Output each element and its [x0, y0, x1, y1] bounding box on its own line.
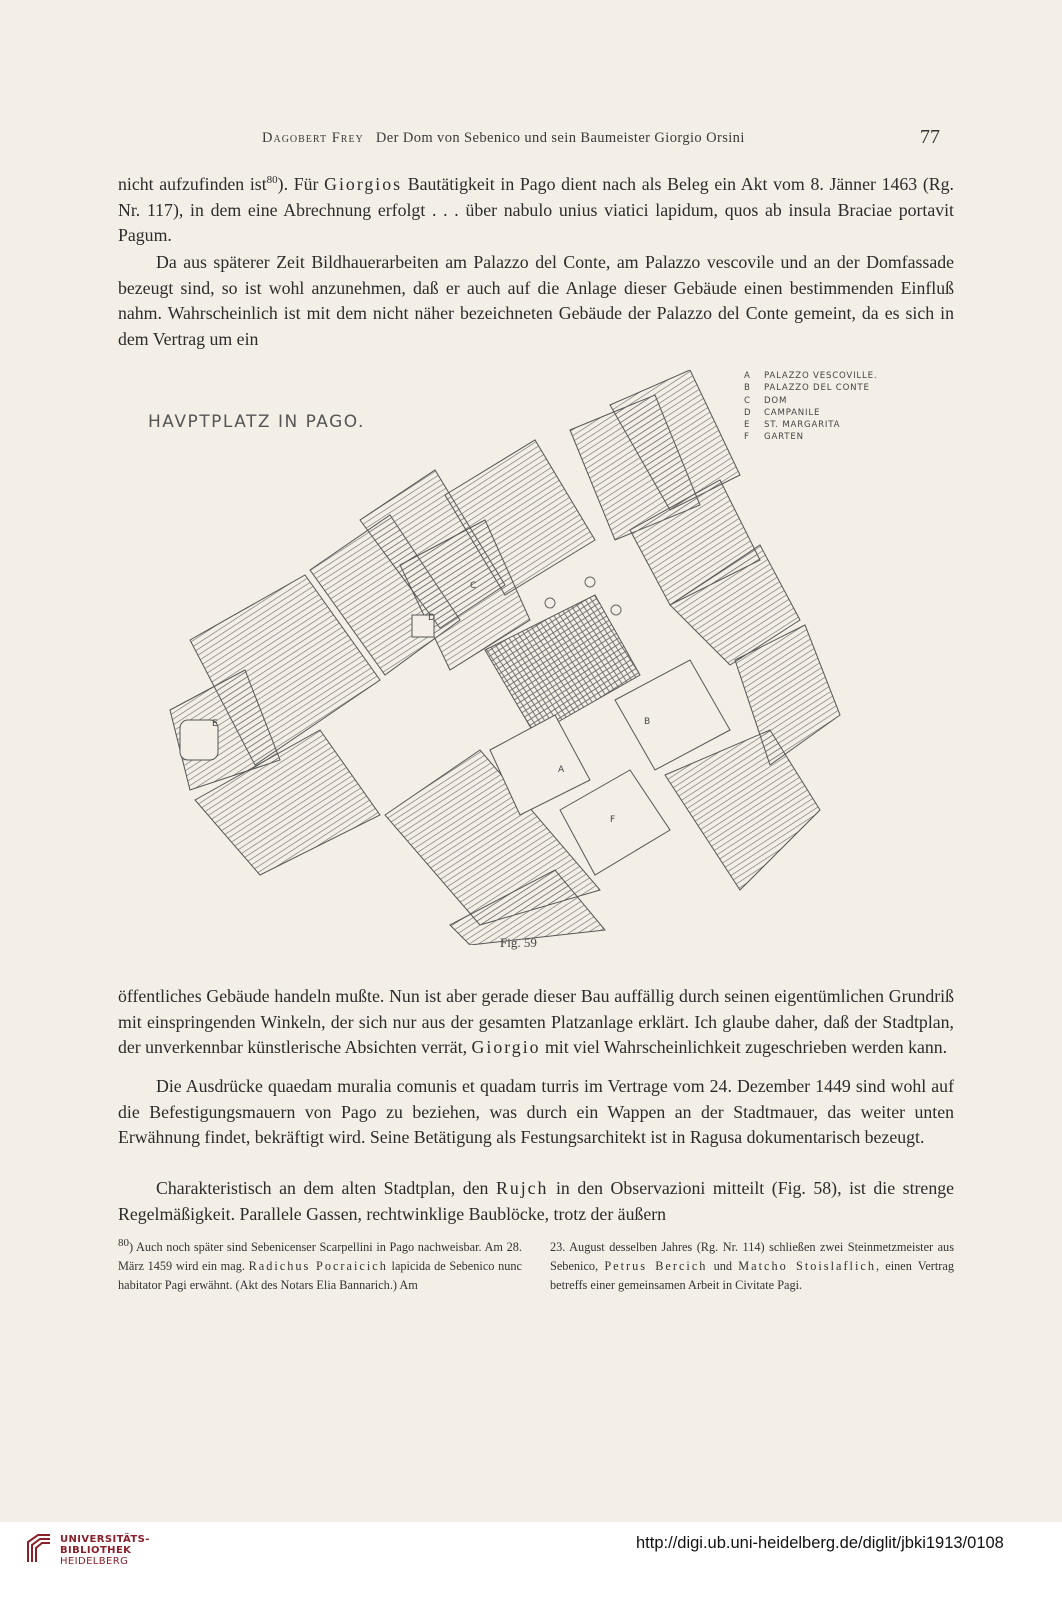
text-run: öffentliches Gebäude handeln mußte. Nun ist aber gerade dieser Bau auffällig durch seinen eigentümlichen Grundriß mit einspringenden Winkeln, der sich nur aus der gesamten Platzanlage erklärt. Ich glaube daher, daß der Stadtplan, der unverkennbar künstlerische Absichten verrät, [118, 986, 954, 1058]
text-run: nicht aufzufinden ist [118, 174, 267, 194]
legend-key: F [744, 432, 750, 443]
logo-line: HEIDELBERG [60, 1556, 129, 1567]
page-number: 77 [920, 126, 940, 148]
library-logo-icon [24, 1532, 54, 1566]
paragraph-3 [118, 984, 954, 1061]
footnote-marker: 80 [118, 1236, 129, 1249]
fountain-icon [545, 598, 555, 608]
legend-key: C [744, 395, 751, 406]
text-run: mit viel Wahrscheinlichkeit zugeschrieben werden kann. [540, 1037, 948, 1058]
footnote-left [118, 1238, 522, 1295]
paragraph-4: Die Ausdrücke quaedam muralia comunis et quadam turris im Vertrage vom 24. Dezember 1449 sind wohl auf die Befestigungsmauern von Pago zu beziehen, was durch ein Wappen an der Stadtmauer, das weiter unten Erwähnung findet, bekräftigt wird. Seine Betätigung als Festungsarchitekt ist in Ragusa dokumentarisch bezeugt. [118, 1076, 954, 1148]
footnote-right [550, 1238, 954, 1295]
paragraph-5 [118, 1176, 954, 1227]
block-bottom-right [665, 730, 820, 890]
figure-caption: Fig. 59 [500, 935, 537, 950]
header-title: Der Dom von Sebenico und sein Baumeister Giorgio Orsini [375, 130, 745, 146]
text-run: ) Auch noch später sind Sebenicenser Scarpellini in Pago nachweisbar. Am 28. März 1459 wird ein mag. [118, 1240, 522, 1273]
text-run: Bautätigkeit in Pago dient nach als Beleg ein Akt vom 8. Jänner 1463 (Rg. Nr. 117), in dem eine Abrechnung erfolgt . . . über nabulo unius viatici lapidum, quos ab insula Braciae portavit Pagum. [118, 174, 954, 246]
logo-line: UNIVERSITÄTS- [60, 1534, 150, 1545]
legend-label: GARTEN [764, 432, 804, 443]
plan-label-b: B [644, 717, 651, 727]
logo-line: BIBLIOTHEK [60, 1545, 132, 1556]
legend-label: DOM [764, 395, 788, 406]
person-name: Giorgio [471, 1037, 541, 1058]
text-run: und [707, 1259, 739, 1273]
person-name: Giorgios [324, 174, 403, 194]
library-logo-text [60, 1534, 150, 1567]
person-name: Radichus Pocraicich [248, 1259, 388, 1273]
text-run: 23. August desselben Jahres (Rg. Nr. 114) schließen zwei Steinmetzmeister aus Sebenico, [550, 1240, 954, 1273]
legend-key: D [744, 407, 752, 418]
legend-key: B [744, 383, 751, 394]
plan-label-a: A [558, 765, 565, 775]
person-name: Petrus Bercich [604, 1259, 708, 1273]
fountain-icon [585, 577, 595, 587]
header-author: Dagobert Frey [262, 130, 364, 146]
plan-title: HAVPTPLATZ IN PAGO. [148, 412, 365, 432]
footnotes [118, 1238, 954, 1295]
legend-label: CAMPANILE [764, 407, 821, 418]
person-name: Rujch [495, 1178, 549, 1198]
running-head [262, 130, 942, 147]
plan-label-f: F [610, 815, 616, 825]
town-plan-figure [150, 370, 930, 945]
person-name: Matcho Stoislaflich [738, 1259, 876, 1273]
plan-label-e: E [212, 719, 218, 729]
fountain-icon [611, 605, 621, 615]
permalink-url[interactable]: http://digi.ub.uni-heidelberg.de/diglit/jbki1913/0108 [636, 1534, 1004, 1552]
legend-key: E [744, 420, 751, 431]
legend-key: A [744, 371, 751, 381]
legend-label: PALAZZO DEL CONTE [764, 383, 870, 394]
plan-label-d: D [428, 613, 435, 623]
text-run: , einen Vertrag betreffs einer gemeinsamen Arbeit in Civitate Pagi. [550, 1259, 954, 1292]
plan-label-c: C [470, 581, 477, 591]
paragraph-1 [118, 172, 954, 249]
text-run: Charakteristisch an dem alten Stadtplan, den [156, 1178, 496, 1198]
text-run: lapicida de Sebenico nunc habitator Pagi erwähnt. (Akt des Notars Elia Bannarich.) Am [118, 1259, 522, 1292]
text-run: ). Für [277, 174, 325, 194]
footnote-ref[interactable]: 80 [266, 174, 278, 187]
paragraph-2: Da aus späterer Zeit Bildhauerarbeiten am Palazzo del Conte, am Palazzo vescovile und an der Domfassade bezeugt sind, so ist wohl anzunehmen, daß er auch auf die Anlage dieser Gebäude einen bestimmenden Einfluß nahm. Wahrscheinlich ist mit dem nicht näher bezeichneten Gebäude der Palazzo del Conte gemeint, da es sich in dem Vertrag um ein [118, 252, 954, 349]
legend-label: PALAZZO VESCOVILLE. [764, 371, 878, 381]
text-run: in den Observazioni mitteilt (Fig. 58), ist die strenge Regelmäßigkeit. Parallele Gassen, rechtwinklige Baublöcke, trotz der äußern [118, 1178, 954, 1224]
legend-label: ST. MARGARITA [764, 420, 841, 431]
